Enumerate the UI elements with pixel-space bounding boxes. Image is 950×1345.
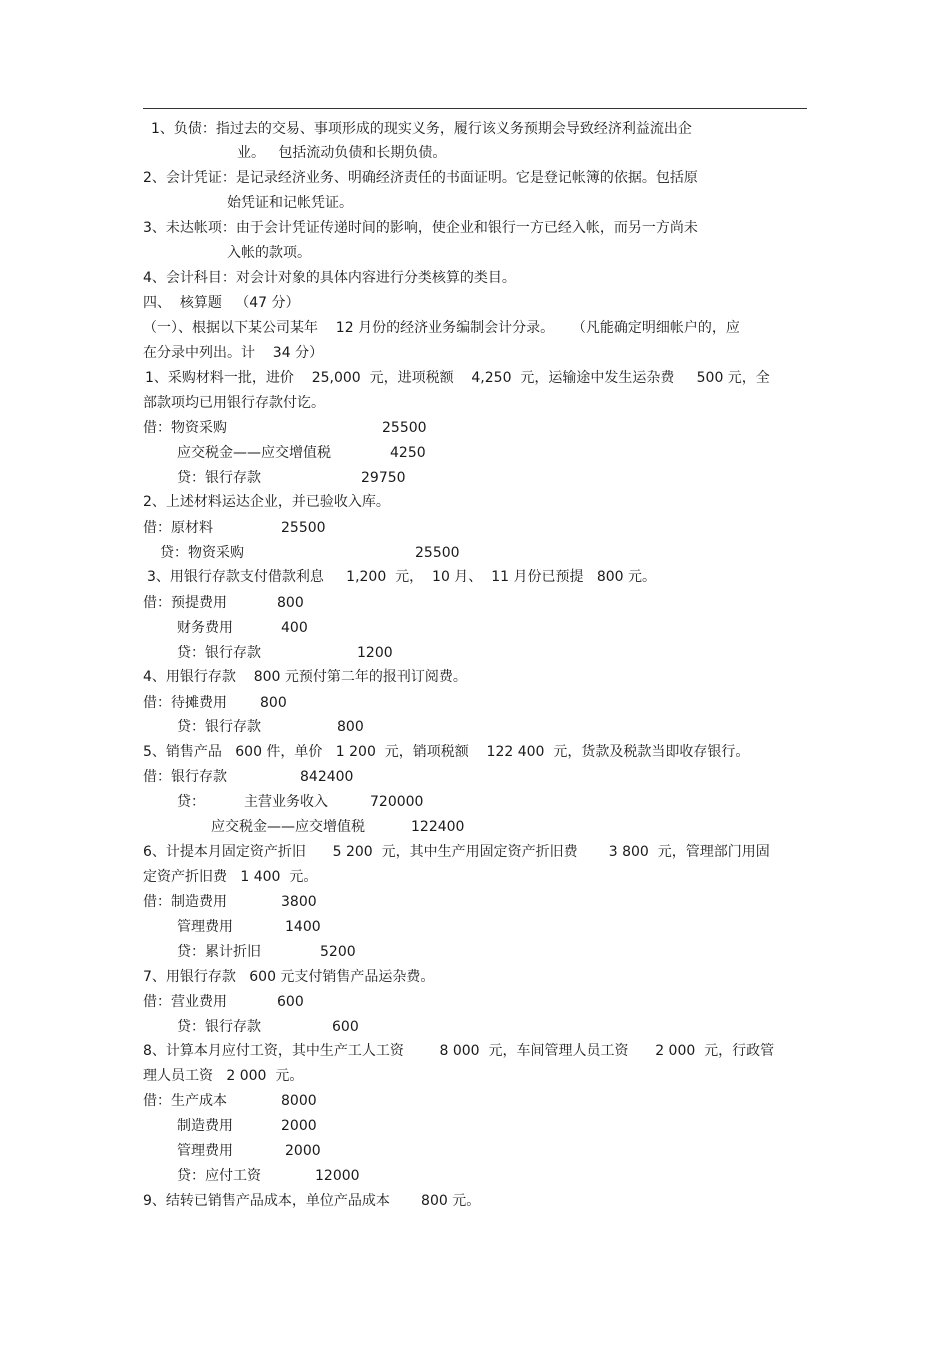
entry-amount: 800 — [337, 719, 364, 735]
entry-amount: 29750 — [361, 470, 406, 486]
entry-label: 贷：银行存款 — [177, 470, 261, 486]
problem-1-line-2: 部款项均已用银行存款付讫。 — [143, 395, 325, 411]
problem-6-line-1: 6、计提本月固定资产折旧 5 200 元，其中生产用固定资产折旧费 3 800 元，管理部门用固 — [143, 844, 770, 860]
entry-amount: 122400 — [411, 819, 465, 835]
entry-label: 制造费用 — [177, 1118, 233, 1134]
entry-label: 贷：银行存款 — [177, 719, 261, 735]
problem-5-line-1: 5、销售产品 600 件，单价 1 200 元，销项税额 122 400 元，货款及税款当即收存银行。 — [143, 744, 750, 760]
problem-8-line-1: 8、计算本月应付工资，其中生产工人工资 8 000 元，车间管理人员工资 2 000 元，行政管 — [143, 1043, 775, 1059]
top-rule — [143, 108, 807, 109]
definition-2-line-1: 2、会计凭证：是记录经济业务、明确经济责任的书面证明。它是登记帐簿的依据。包括原 — [143, 170, 698, 186]
definition-1-line-2: 业。 包括流动负债和长期负债。 — [237, 145, 447, 161]
entry-amount: 1200 — [357, 645, 393, 661]
problem-6-line-2: 定资产折旧费 1 400 元。 — [143, 869, 318, 885]
entry-label: 财务费用 — [177, 620, 233, 636]
entry-label: 借：原材料 — [143, 520, 213, 536]
entry-amount: 800 — [277, 595, 304, 611]
entry-amount: 4250 — [390, 445, 426, 461]
definition-3-line-1: 3、未达帐项：由于会计凭证传递时间的影响，使企业和银行一方已经入帐，而另一方尚未 — [143, 220, 698, 236]
entry-label: 借：预提费用 — [143, 595, 227, 611]
entry-label: 借：营业费用 — [143, 994, 227, 1010]
entry-label: 贷： — [177, 794, 205, 810]
entry-label: 贷：物资采购 — [160, 545, 244, 561]
problem-7-line-1: 7、用银行存款 600 元支付销售产品运杂费。 — [143, 969, 435, 985]
entry-amount: 400 — [281, 620, 308, 636]
entry-label: 借：物资采购 — [143, 420, 227, 436]
entry-label: 应交税金——应交增值税 — [177, 445, 331, 461]
entry-label: 应交税金——应交增值税 — [211, 819, 365, 835]
entry-amount: 842400 — [300, 769, 354, 785]
entry-amount: 25500 — [281, 520, 326, 536]
entry-label: 管理费用 — [177, 919, 233, 935]
entry-amount: 800 — [260, 695, 287, 711]
entry-label: 借：制造费用 — [143, 894, 227, 910]
entry-amount: 25500 — [382, 420, 427, 436]
entry-amount: 720000 — [370, 794, 424, 810]
problem-9-line-1: 9、结转已销售产品成本，单位产品成本 800 元。 — [143, 1193, 481, 1209]
definition-1-line-1: 1、负债：指过去的交易、事项形成的现实义务，履行该义务预期会导致经济利益流出企 — [151, 121, 692, 137]
entry-label: 贷：应付工资 — [177, 1168, 261, 1184]
entry-amount: 8000 — [281, 1093, 317, 1109]
section-intro-line-1: （一）、根据以下某公司某年 12 月份的经济业务编制会计分录。 （凡能确定明细帐户的，应 — [143, 320, 740, 336]
definition-4-line-1: 4、会计科目：对会计对象的具体内容进行分类核算的类目。 — [143, 270, 516, 286]
entry-label: 借：银行存款 — [143, 769, 227, 785]
entry-label: 贷：银行存款 — [177, 645, 261, 661]
entry-amount: 12000 — [315, 1168, 360, 1184]
entry-label: 借：待摊费用 — [143, 695, 227, 711]
problem-2-line-1: 2、上述材料运达企业，并已验收入库。 — [143, 494, 390, 510]
entry-amount: 2000 — [281, 1118, 317, 1134]
problem-1-line-1: 1、采购材料一批，进价 25,000 元，进项税额 4,250 元，运输途中发生运杂费 500 元，全 — [145, 370, 770, 386]
entry-label: 贷：银行存款 — [177, 1019, 261, 1035]
entry-amount: 1400 — [285, 919, 321, 935]
entry-amount: 600 — [332, 1019, 359, 1035]
entry-amount: 3800 — [281, 894, 317, 910]
definition-2-line-2: 始凭证和记帐凭证。 — [227, 195, 353, 211]
definition-3-line-2: 入帐的款项。 — [227, 245, 311, 261]
problem-8-line-2: 理人员工资 2 000 元。 — [143, 1068, 304, 1084]
entry-amount: 5200 — [320, 944, 356, 960]
entry-label: 借：生产成本 — [143, 1093, 227, 1109]
entry-amount: 2000 — [285, 1143, 321, 1159]
entry-amount: 25500 — [415, 545, 460, 561]
section-intro-line-2: 在分录中列出。计 34 分） — [143, 345, 324, 361]
problem-4-line-1: 4、用银行存款 800 元预付第二年的报刊订阅费。 — [143, 669, 467, 685]
entry-label: 管理费用 — [177, 1143, 233, 1159]
entry-label: 主营业务收入 — [244, 794, 328, 810]
entry-amount: 600 — [277, 994, 304, 1010]
problem-3-line-1: 3、用银行存款支付借款利息 1,200 元， 10 月、 11 月份已预提 800 元。 — [147, 569, 656, 585]
entry-label: 贷：累计折旧 — [177, 944, 261, 960]
section-title: 四、 核算题 （47 分） — [143, 295, 300, 311]
